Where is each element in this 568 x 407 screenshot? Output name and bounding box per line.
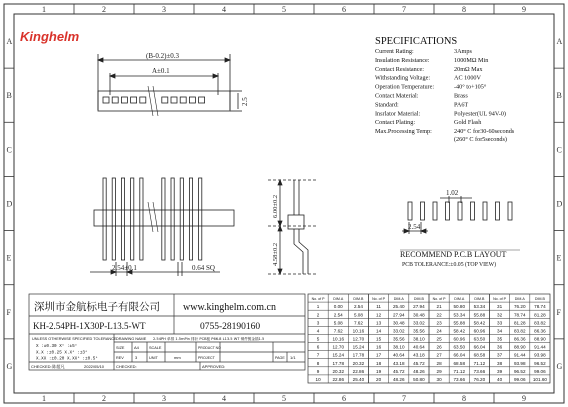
table-cell: 96.52 [514, 368, 526, 374]
tolerance-title: UNLESS OTHERWISE SPECIFIED TOLERANCE [32, 337, 117, 341]
side-lower-length-label: 4.58±0.2 [272, 242, 279, 266]
front-pin [103, 178, 106, 260]
table-cell: 39 [497, 368, 503, 374]
checked-label: CHECKED: [31, 364, 52, 369]
border-column-label: 8 [462, 5, 466, 14]
table-cell: 1 [316, 304, 320, 310]
table-cell: 60.96 [473, 328, 486, 334]
table-cell: 9 [316, 368, 320, 374]
front-pin [162, 178, 165, 260]
border-column-label: 2 [102, 5, 106, 14]
spec-label: Contact Resistance: [375, 65, 424, 73]
table-cell: 73.66 [453, 377, 465, 382]
table-cell: 66.04 [473, 344, 486, 350]
pcb-spacing-label: 1.02 [446, 189, 459, 197]
table-cell: 45.72 [393, 368, 405, 374]
border-column-label: 1 [42, 394, 46, 403]
border-column-label: 5 [282, 394, 286, 403]
scale-label: SCALE [149, 346, 162, 350]
table-cell: 76.20 [514, 304, 526, 310]
table-cell: 14 [376, 328, 382, 334]
table-cell: 27.94 [393, 312, 405, 318]
pcb-pad [446, 202, 450, 220]
table-cell: 78.74 [514, 312, 526, 318]
size-value: A4 [134, 345, 139, 350]
pcb-pad [471, 202, 475, 220]
table-cell: 63.50 [473, 336, 486, 342]
table-cell: 26 [436, 344, 442, 350]
table-cell: 86.36 [534, 328, 546, 334]
table-cell: 10.16 [332, 336, 344, 342]
table-cell: 38.10 [413, 336, 425, 342]
table-cell: 15.24 [352, 344, 365, 350]
table-cell: 27 [436, 352, 442, 358]
table-cell: 2.54 [333, 312, 343, 318]
table-cell: 88.90 [514, 344, 526, 350]
front-pin [199, 178, 202, 260]
table-cell: 78.74 [534, 304, 546, 310]
table-cell: 2.54 [353, 304, 363, 310]
spec-label: Standard: [375, 101, 399, 109]
dimension-table [308, 294, 550, 383]
page-value: 1/1 [290, 355, 296, 360]
tolerance-lines [36, 344, 98, 362]
table-cell: 17.78 [352, 352, 365, 358]
spec-value: 1000MΩ Min [454, 56, 489, 64]
tolerance-line: X.X :±0.25 X.X° :±3° [36, 350, 88, 356]
table-cell: 38 [497, 360, 503, 366]
top-pin [121, 97, 127, 103]
table-cell: 21 [436, 304, 442, 310]
table-cell: 24 [436, 328, 442, 334]
table-cell: 33.02 [393, 328, 405, 334]
table-cell: 3 [316, 320, 320, 326]
table-cell: 35.56 [393, 336, 405, 342]
table-cell: 60.96 [453, 336, 465, 342]
table-cell: 30.48 [393, 320, 405, 326]
spec-label: Max.Processing Temp: [375, 128, 432, 136]
page-label: PAGE [275, 356, 285, 360]
table-cell: 93.98 [514, 360, 526, 366]
spec-label: Operation Temperature: [375, 83, 435, 91]
table-cell: 20.32 [352, 360, 365, 366]
table-cell: 68.58 [453, 360, 465, 366]
table-cell: 43.18 [413, 352, 425, 358]
table-header: DIM.B [534, 296, 545, 301]
table-cell: 99.06 [534, 368, 546, 374]
table-cell: 27.94 [413, 304, 425, 310]
table-cell: 15 [376, 336, 382, 342]
border-column-label: 7 [402, 394, 406, 403]
table-cell: 91.44 [514, 352, 526, 358]
company-name: 深圳市金航标电子有限公司 [34, 301, 160, 313]
table-cell: 10.16 [352, 328, 365, 334]
border-column-label: 4 [222, 5, 226, 14]
table-cell: 13 [376, 320, 382, 326]
top-pin [180, 97, 186, 103]
table-cell: 20.32 [332, 368, 344, 374]
checked-date: 2022/05/10 [84, 364, 105, 369]
table-cell: 81.28 [534, 312, 546, 318]
spec-value: AC 1000V [454, 74, 481, 82]
border-column-label: 3 [162, 5, 166, 14]
table-cell: 73.66 [473, 368, 486, 374]
table-cell: 22.86 [332, 377, 344, 382]
spec-value: Brass [454, 92, 468, 100]
table-header: No. of P [311, 296, 325, 301]
table-cell: 71.12 [453, 368, 465, 374]
table-cell: 34 [497, 328, 503, 334]
spec-label: Contact Plating: [375, 119, 416, 127]
border-column-label: 9 [522, 394, 526, 403]
table-cell: 25.40 [352, 377, 365, 382]
table-header: DIM.A [454, 296, 465, 301]
table-cell: 6 [316, 344, 320, 350]
spec-value: -40° to+105° [454, 83, 487, 91]
front-pitch-label: 2.54±0.1 [112, 264, 137, 272]
pcb-pad [458, 202, 462, 220]
table-cell: 8 [316, 360, 320, 366]
top-pin [112, 97, 118, 103]
border-column-label: 7 [402, 5, 406, 14]
top-pin [189, 97, 195, 103]
border-row-label: A [6, 37, 13, 47]
table-cell: 36 [497, 344, 503, 350]
table-cell: 12 [376, 312, 382, 318]
table-cell: 76.20 [473, 377, 486, 382]
spec-list [375, 48, 515, 135]
tolerance-line: X.XX :±0.20 X.XX° :±0.5° [36, 356, 98, 362]
table-cell: 71.12 [473, 360, 486, 366]
front-pin [171, 178, 174, 260]
table-cell: 10 [315, 377, 321, 382]
top-height-label: 2.5 [241, 97, 249, 106]
table-cell: 58.42 [473, 320, 486, 326]
pcb-pad [496, 202, 500, 220]
table-cell: 35 [497, 336, 503, 342]
table-cell: 19 [376, 368, 382, 374]
unit-value: mm [174, 355, 181, 360]
table-cell: 91.44 [534, 344, 546, 350]
table-cell: 37 [497, 352, 503, 358]
table-header: DIM.B [413, 296, 424, 301]
table-cell: 31 [497, 304, 503, 310]
approved-label: APPROVED: [202, 364, 226, 369]
table-cell: 88.90 [534, 336, 546, 342]
table-cell: 33.02 [413, 320, 425, 326]
table-header: No. of P [372, 296, 386, 301]
table-cell: 30.48 [413, 312, 425, 318]
top-total-length-label: (B-0.2)±0.3 [146, 52, 180, 60]
table-cell: 25 [436, 336, 442, 342]
product-no-label: PRODUCT NO [198, 346, 221, 350]
table-cell: 99.06 [514, 377, 526, 382]
front-pin [112, 178, 115, 260]
part-number: KH-2.54PH-1X30P-L13.5-WT [33, 321, 146, 331]
table-cell: 86.36 [514, 336, 526, 342]
border-column-label: 8 [462, 394, 466, 403]
table-cell: 30 [436, 377, 442, 382]
border-row-label: C [6, 145, 12, 155]
top-pin [140, 97, 146, 103]
border-row-label: D [556, 199, 563, 209]
table-cell: 17.78 [332, 360, 344, 366]
border-column-label: 4 [222, 394, 226, 403]
top-pin [103, 97, 109, 103]
table-cell: 53.34 [453, 312, 465, 318]
top-pin [131, 97, 137, 103]
spec-value: 20mΩ Max [454, 65, 483, 73]
border-row-label: A [556, 37, 563, 47]
spec-value: 3Amps [454, 48, 472, 55]
table-cell: 22.86 [352, 368, 365, 374]
table-header: DIM.A [393, 296, 404, 301]
border-column-label: 3 [162, 394, 166, 403]
drawing-name-value: 2.54PH 单排 1.5mPin 排针 PCB板 P66.8 L13.5 WT 铜件镀金插1.5 [153, 337, 265, 341]
table-cell: 66.04 [453, 352, 465, 358]
pcb-pad [421, 202, 425, 220]
pcb-pitch-label: 2.54 [408, 223, 421, 231]
company-phone: 0755-28190160 [200, 322, 261, 332]
border-row-label: C [556, 145, 562, 155]
border-row-label: G [6, 361, 13, 371]
table-cell: 12.70 [352, 336, 365, 342]
table-cell: 18 [376, 360, 382, 366]
table-cell: 40 [497, 377, 503, 382]
table-cell: 38.10 [393, 344, 405, 350]
table-cell: 40.64 [413, 344, 425, 350]
table-header: DIM.A [333, 296, 344, 301]
table-cell: 5.08 [353, 312, 363, 318]
table-cell: 4 [316, 328, 320, 334]
front-pin [140, 178, 143, 260]
table-cell: 5 [316, 336, 320, 342]
border-column-label: 6 [342, 5, 346, 14]
spec-label: Current Rating: [375, 48, 414, 55]
front-pin [180, 178, 183, 260]
table-cell: 50.80 [453, 304, 465, 310]
tolerance-line: X :±0.30 X° :±5° [36, 344, 78, 349]
spec-value: Gold Flash [454, 119, 482, 127]
table-cell: 15.24 [332, 352, 344, 358]
border-row-label: F [6, 307, 11, 317]
border-row-label: E [556, 253, 562, 263]
project-label: PROJECT [198, 356, 215, 360]
border-row-label: B [556, 91, 562, 101]
spec-value: PA6T [454, 101, 469, 109]
table-cell: 20 [376, 377, 382, 382]
border-column-label: 5 [282, 5, 286, 14]
table-cell: 28 [436, 360, 442, 366]
border-column-label: 1 [42, 5, 46, 14]
front-pin [189, 178, 192, 260]
rev-value: 3 [135, 355, 138, 360]
unit-label: UNIT [149, 356, 158, 360]
spec-value: 240° C for30-60seconds [454, 128, 515, 136]
table-cell: 0.00 [333, 304, 343, 310]
table-cell: 53.34 [473, 304, 486, 310]
table-cell: 25.40 [393, 304, 405, 310]
table-cell: 7 [316, 352, 320, 358]
table-cell: 101.60 [532, 377, 547, 382]
spec-label: Withstanding Voltage: [375, 74, 431, 82]
front-pin [131, 178, 134, 260]
drawing-name-label: DRAWING NAME [116, 337, 147, 341]
kinghelm-logo: Kinghelm [20, 29, 80, 44]
table-cell: 22 [436, 312, 442, 318]
top-pin [171, 97, 177, 103]
table-cell: 83.82 [514, 328, 526, 334]
table-cell: 11 [376, 304, 381, 310]
table-cell: 40.64 [393, 352, 405, 358]
pcb-pad [408, 202, 412, 220]
table-cell: 7.62 [353, 320, 363, 326]
top-a-dimension-label: A±0.1 [152, 67, 170, 75]
pcb-tolerance: PCB TOLERANCE:±0.05 (TOP VIEW) [402, 262, 497, 268]
front-view [90, 178, 234, 276]
pcb-title: RECOMMEND P.C.B LAYOUT [400, 250, 507, 259]
table-cell: 16 [376, 344, 382, 350]
company-website: www.kinghelm.com.cn [183, 302, 276, 313]
spec-title: SPECIFICATIONS [375, 36, 458, 47]
table-cell: 33 [497, 320, 503, 326]
table-cell: 93.98 [534, 352, 546, 358]
front-pin-size-label: 0.64 SQ [192, 264, 215, 272]
table-cell: 50.80 [413, 377, 425, 382]
table-cell: 29 [436, 368, 442, 374]
table-header: No. of P [493, 296, 507, 301]
spec-value: Polyester(UL 94V-0) [454, 110, 506, 118]
pcb-pad [483, 202, 487, 220]
spec-label: Insulation Resistance: [375, 56, 430, 64]
pcb-pad [508, 202, 512, 220]
spec-label: Contact Material: [375, 92, 419, 100]
size-label: SIZE [116, 346, 125, 350]
border-column-label: 2 [102, 394, 106, 403]
table-cell: 63.50 [453, 344, 465, 350]
table-cell: 43.18 [393, 360, 405, 366]
table-cell: 96.52 [534, 360, 546, 366]
border-zone-labels [7, 5, 563, 403]
border-row-label: F [556, 307, 561, 317]
table-cell: 58.42 [453, 328, 465, 334]
front-pin [121, 178, 124, 260]
table-header: No. of P [432, 296, 446, 301]
table-cell: 48.26 [413, 368, 425, 374]
table-cell: 68.58 [473, 352, 486, 358]
table-cell: 7.62 [333, 328, 343, 334]
checked2-label: CHECKED: [116, 364, 137, 369]
table-header: DIM.A [514, 296, 525, 301]
checked-name: 陈超凡 [52, 364, 65, 369]
top-view [98, 54, 242, 116]
table-cell: 2 [316, 312, 320, 318]
side-upper-length-label: 6.00±0.2 [272, 194, 279, 218]
spec-extra-line: (260° C for5seconds) [454, 136, 507, 143]
border-column-label: 9 [522, 5, 526, 14]
border-column-label: 6 [342, 394, 346, 403]
table-cell: 55.88 [453, 320, 465, 326]
pcb-pad [433, 202, 437, 220]
border-row-label: B [6, 91, 12, 101]
table-cell: 83.82 [534, 320, 546, 326]
border-row-label: E [6, 253, 12, 263]
table-cell: 48.26 [393, 377, 405, 382]
table-cell: 32 [497, 312, 503, 318]
table-cell: 5.08 [333, 320, 343, 326]
top-pin [199, 97, 205, 103]
table-header: DIM.B [474, 296, 485, 301]
table-cell: 17 [376, 352, 382, 358]
table-cell: 35.56 [413, 328, 425, 334]
border-row-label: D [6, 199, 13, 209]
spec-label: Insrlator Material: [375, 110, 421, 118]
table-header: DIM.B [353, 296, 364, 301]
table-cell: 55.88 [473, 312, 486, 318]
rev-label: REV [116, 356, 124, 360]
table-cell: 12.70 [332, 344, 344, 350]
top-pin [162, 97, 168, 103]
table-cell: 45.72 [413, 360, 425, 366]
table-cell: 81.28 [514, 320, 526, 326]
table-cell: 23 [436, 320, 442, 326]
border-row-label: G [556, 361, 563, 371]
